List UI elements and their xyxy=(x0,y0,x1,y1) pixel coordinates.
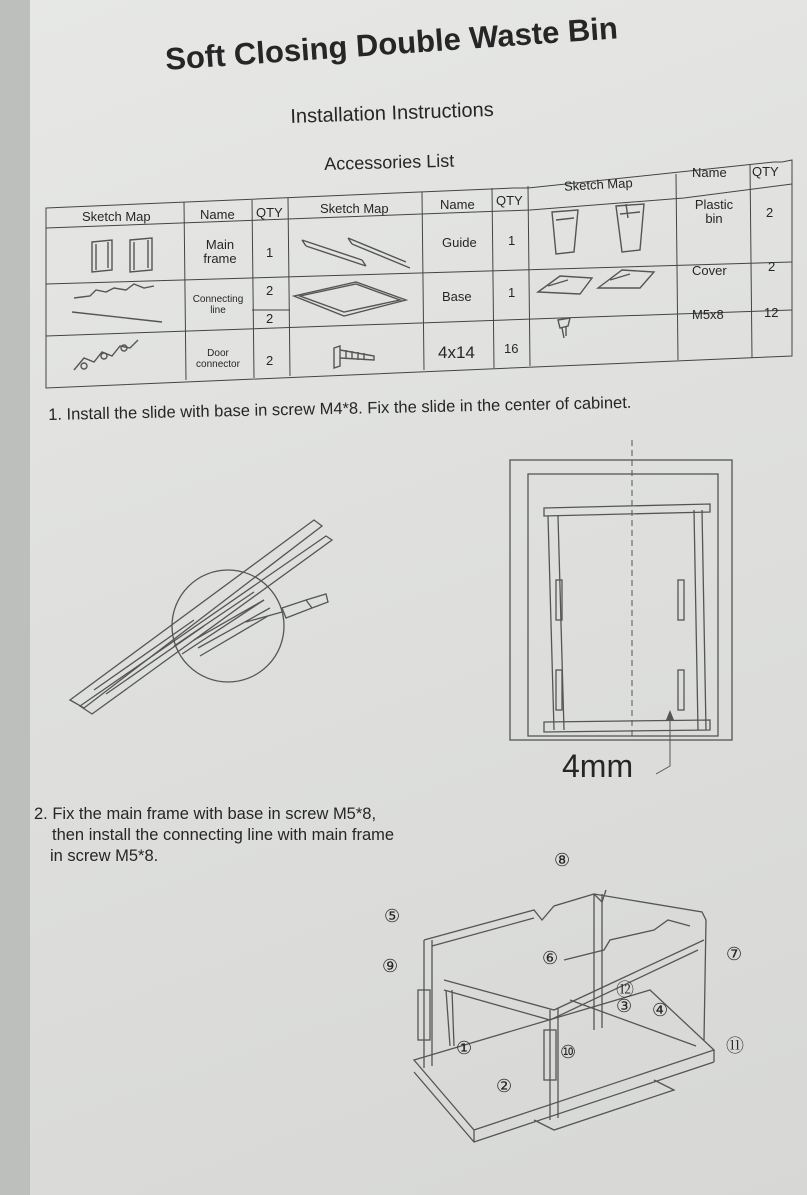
item-qty: 2 xyxy=(266,353,274,368)
base-sketch-icon xyxy=(294,282,406,316)
accessories-table xyxy=(44,164,794,390)
step-2-line: then install the connecting line with main frame xyxy=(52,826,395,845)
step-2-line: in screw M5*8. xyxy=(50,847,159,866)
header-name-3: Name xyxy=(692,165,727,180)
sketch-drawings xyxy=(44,170,794,390)
header-sketch-map-1: Sketch Map xyxy=(82,209,151,224)
callout-label: ⑦ xyxy=(726,944,743,964)
callout-label: ⑧ xyxy=(554,850,571,870)
item-qty: 1 xyxy=(266,245,274,260)
connecting-line-sketch-icon xyxy=(72,284,162,322)
guide-sketch-icon xyxy=(302,238,410,268)
item-qty: 1 xyxy=(508,285,516,300)
item-name: Connecting line xyxy=(192,294,244,316)
plastic-bin-sketch-icon xyxy=(552,204,644,254)
item-name: 4x14 xyxy=(438,343,475,362)
header-name-1: Name xyxy=(200,207,235,222)
item-name: Plastic bin xyxy=(694,197,734,227)
item-qty: 16 xyxy=(504,341,519,356)
callout-label: ① xyxy=(456,1038,473,1058)
header-sketch-map-2: Sketch Map xyxy=(320,201,389,216)
cover-sketch-icon xyxy=(538,270,654,294)
header-sketch-map-3: Sketch Map xyxy=(563,175,633,194)
step-1-text: 1. Install the slide with base in screw M4*8. Fix the slide in the center of cabinet. xyxy=(48,393,632,424)
callout-label: ⑨ xyxy=(382,956,399,976)
item-qty: 2 xyxy=(766,205,774,220)
item-name: Guide xyxy=(442,235,477,250)
item-qty: 2 xyxy=(266,311,274,326)
callout-label: ② xyxy=(496,1076,513,1096)
header-name-2: Name xyxy=(440,197,475,212)
document-title: Soft Closing Double Waste Bin xyxy=(164,10,619,77)
door-connector-sketch-icon xyxy=(74,340,138,370)
item-qty: 2 xyxy=(266,283,274,298)
item-qty: 2 xyxy=(768,259,776,274)
screw-m5x8-sketch-icon xyxy=(558,318,570,338)
item-qty: 12 xyxy=(764,305,779,320)
item-qty: 1 xyxy=(508,233,516,248)
item-name: Cover xyxy=(692,263,727,278)
screw-4x14-sketch-icon xyxy=(334,346,374,368)
measurement-label: 4mm xyxy=(562,748,634,784)
page-edge xyxy=(0,0,30,1195)
main-frame-sketch-icon xyxy=(92,238,152,272)
item-name: Base xyxy=(442,289,472,304)
figure-slide-installation xyxy=(14,440,807,800)
callout-label: ④ xyxy=(652,1000,669,1020)
accessories-heading: Accessories List xyxy=(324,150,455,174)
item-name: Door connector xyxy=(196,348,240,370)
callout-label: ⑪ xyxy=(726,1036,744,1056)
callout-label: ⑩ xyxy=(560,1042,577,1062)
item-name: Main frame xyxy=(203,237,237,267)
item-name: M5x8 xyxy=(692,307,724,322)
figure-frame-assembly xyxy=(14,840,807,1195)
callout-label: ③ xyxy=(616,996,633,1016)
callout-label: ⑫ xyxy=(616,980,634,1000)
header-qty-1: QTY xyxy=(256,205,283,220)
instruction-sheet xyxy=(14,0,807,1195)
callout-label: ⑤ xyxy=(384,906,401,926)
header-qty-3: QTY xyxy=(752,164,779,179)
callout-label: ⑥ xyxy=(542,948,559,968)
document-subtitle: Installation Instructions xyxy=(290,98,495,128)
header-qty-2: QTY xyxy=(496,193,523,208)
step-2-line: 2. Fix the main frame with base in screw M5*8, xyxy=(34,805,377,823)
